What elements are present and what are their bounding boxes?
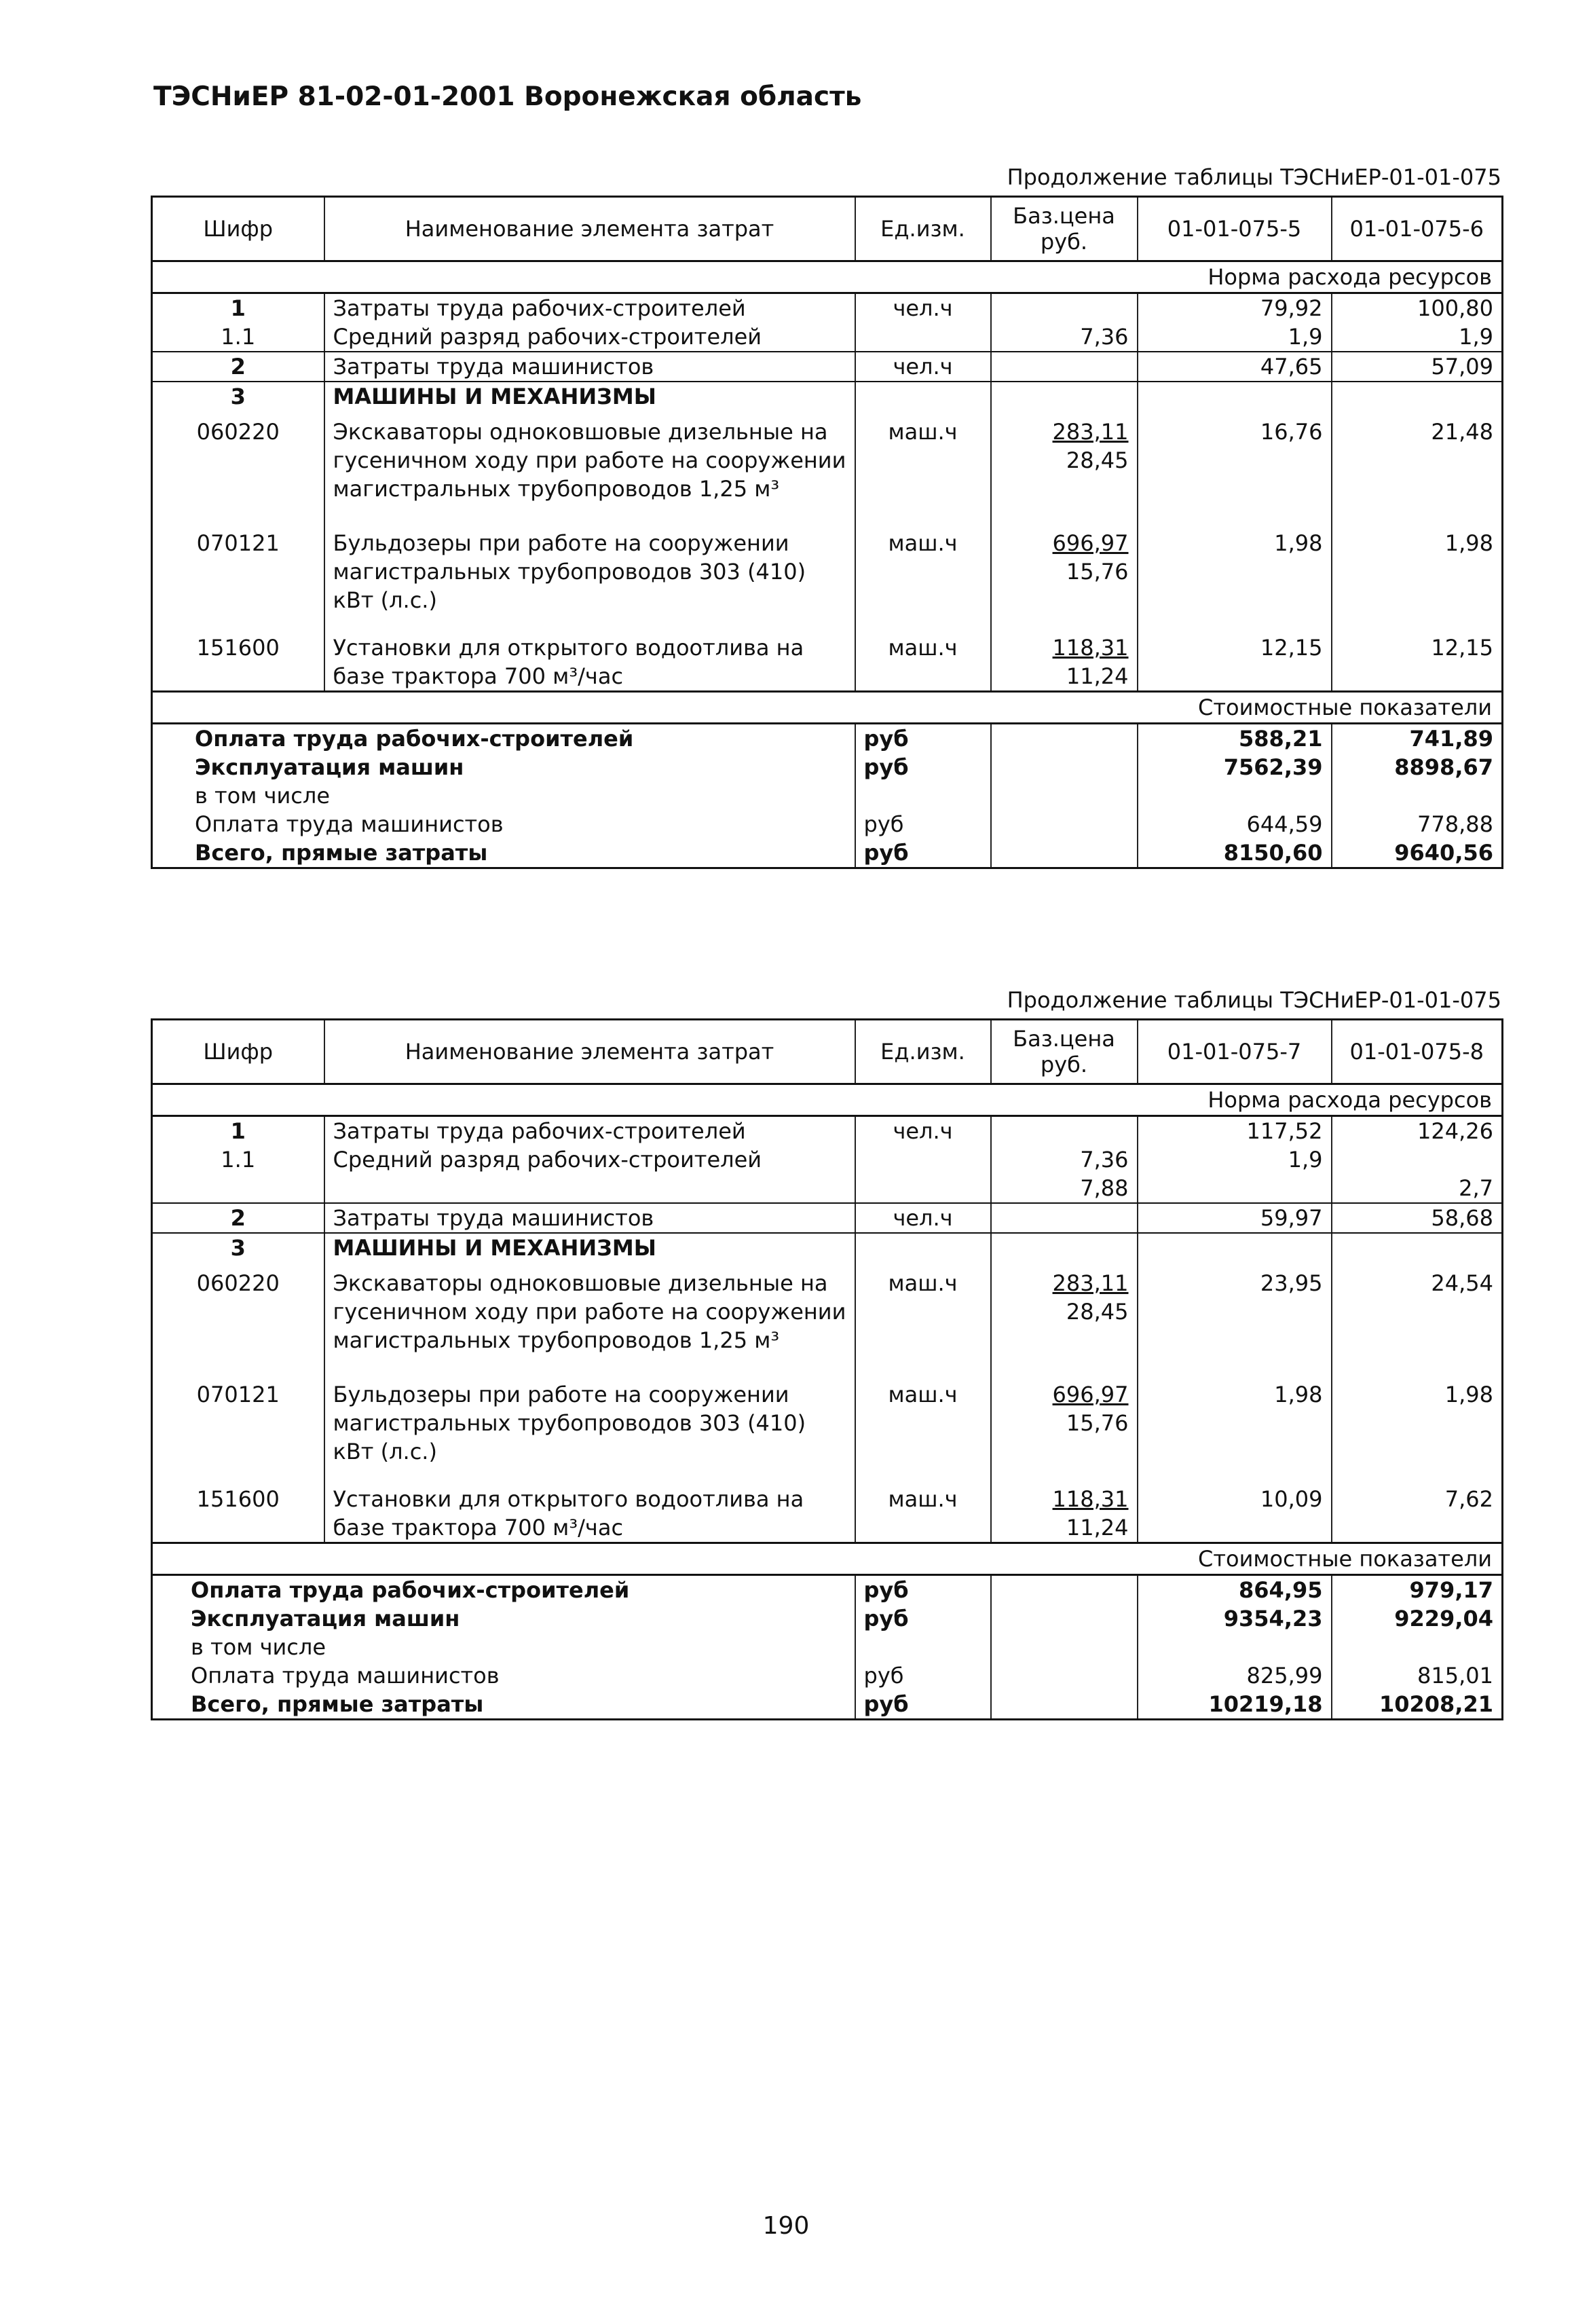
total-row	[152, 838, 1503, 868]
row-name: Экскаваторы одноковшовые дизельные на гусеничном ходу при работе на сооружении магистральных трубопроводов 1,25 м³	[324, 411, 855, 522]
table-row	[152, 1203, 1503, 1233]
row-price: 696,97 15,76	[991, 522, 1138, 633]
total-value-1: 10219,18	[1138, 1690, 1332, 1720]
row-unit: маш.ч	[855, 633, 991, 692]
total-unit: руб	[855, 838, 991, 868]
table-row	[152, 1233, 1503, 1262]
row-price: 7,36 7,88	[991, 1145, 1138, 1203]
total-name: Эксплуатация машин	[191, 1606, 460, 1631]
row-code: 060220	[196, 1270, 280, 1296]
table-row	[152, 293, 1503, 323]
total-name: Оплата труда машинистов	[195, 811, 504, 837]
total-row	[152, 1633, 1503, 1661]
header-price: Баз.цена руб.	[991, 1020, 1138, 1084]
total-name: Оплата труда рабочих-строителей	[152, 724, 855, 754]
row-code: 3	[230, 384, 246, 409]
total-value-2: 778,88	[1332, 810, 1503, 838]
row-value-1: 1,9	[1138, 1145, 1332, 1203]
row-value-2: 57,09	[1332, 352, 1503, 382]
row-value-1: 23,95	[1138, 1262, 1332, 1373]
total-name: Эксплуатация машин	[195, 754, 464, 780]
row-value-1: 1,9	[1138, 322, 1332, 352]
total-value-1: 825,99	[1138, 1661, 1332, 1690]
row-value-2: 7,62	[1332, 1485, 1503, 1543]
row-value-2: 2,7	[1332, 1145, 1503, 1203]
total-row	[152, 1661, 1503, 1690]
row-unit: чел.ч	[855, 1203, 991, 1233]
row-value-1: 12,15	[1138, 633, 1332, 692]
row-unit: маш.ч	[855, 1485, 991, 1543]
section-row	[152, 1543, 1503, 1575]
row-value-2: 124,26	[1332, 1116, 1503, 1146]
total-value-1: 7562,39	[1138, 753, 1332, 781]
row-value-2: 1,98	[1332, 1373, 1503, 1485]
row-value-2: 1,9	[1332, 322, 1503, 352]
row-name: Установки для открытого водоотлива на базе трактора 700 м³/час	[324, 633, 855, 692]
total-name: Всего, прямые затраты	[191, 1691, 484, 1717]
total-value-1: 8150,60	[1138, 838, 1332, 868]
table-row	[152, 1485, 1503, 1543]
row-value-1: 1,98	[1138, 1373, 1332, 1485]
row-unit	[855, 322, 991, 352]
table-header-row	[152, 197, 1503, 261]
table-row	[152, 1145, 1503, 1203]
row-value-1: 1,98	[1138, 522, 1332, 633]
row-code: 070121	[196, 530, 280, 556]
total-value-2: 979,17	[1332, 1575, 1503, 1605]
row-code: 060220	[196, 419, 280, 445]
row-unit: маш.ч	[855, 1262, 991, 1373]
table-row	[152, 352, 1503, 382]
row-value-1: 117,52	[1138, 1116, 1332, 1146]
total-unit: руб	[855, 1604, 991, 1633]
row-value-2: 58,68	[1332, 1203, 1503, 1233]
total-name: в том числе	[191, 1634, 326, 1660]
row-name: Средний разряд рабочих-строителей	[324, 1145, 855, 1203]
row-price: 283,11 28,45	[991, 1262, 1138, 1373]
row-code: 2	[152, 1203, 324, 1233]
total-name: Всего, прямые затраты	[195, 840, 488, 866]
cost-label: Стоимостные показатели	[152, 692, 1503, 724]
table-caption: Продолжение таблицы ТЭСНиЕР-01-01-075	[1007, 987, 1501, 1013]
row-price: 118,31 11,24	[991, 633, 1138, 692]
row-code: 1.1	[152, 1145, 324, 1203]
header-col1: 01-01-075-5	[1138, 197, 1332, 261]
cost-label: Стоимостные показатели	[152, 1543, 1503, 1575]
total-name: в том числе	[195, 783, 330, 809]
header-name: Наименование элемента затрат	[324, 1020, 855, 1084]
row-name: МАШИНЫ И МЕХАНИЗМЫ	[324, 1233, 855, 1262]
row-name: Бульдозеры при работе на сооружении магистральных трубопроводов 303 (410) кВт (л.с.)	[324, 522, 855, 633]
total-unit: руб	[855, 1661, 991, 1690]
table-row	[152, 322, 1503, 352]
row-value-1: 16,76	[1138, 411, 1332, 522]
total-value-1: 9354,23	[1138, 1604, 1332, 1633]
norm-label: Норма расхода ресурсов	[1208, 264, 1492, 290]
header-col2: 01-01-075-8	[1332, 1020, 1503, 1084]
row-name: Установки для открытого водоотлива на базе трактора 700 м³/час	[324, 1485, 855, 1543]
row-price: 283,11 28,45	[991, 411, 1138, 522]
row-value-1: 47,65	[1138, 352, 1332, 382]
total-unit: руб	[855, 1575, 991, 1605]
table-caption: Продолжение таблицы ТЭСНиЕР-01-01-075	[1007, 164, 1501, 190]
row-price	[991, 1116, 1138, 1146]
row-name: Экскаваторы одноковшовые дизельные на гусеничном ходу при работе на сооружении магистральных трубопроводов 1,25 м³	[324, 1262, 855, 1373]
total-unit: руб	[855, 1690, 991, 1720]
table-row	[152, 1116, 1503, 1146]
row-value-1: 79,92	[1138, 293, 1332, 323]
norms-table	[151, 1018, 1503, 1720]
row-name: Бульдозеры при работе на сооружении магистральных трубопроводов 303 (410) кВт (л.с.)	[324, 1373, 855, 1485]
row-name: Затраты труда рабочих-строителей	[324, 293, 855, 323]
row-unit: чел.ч	[855, 293, 991, 323]
total-row	[152, 1604, 1503, 1633]
total-unit: руб	[855, 753, 991, 781]
row-price: 7,36	[991, 322, 1138, 352]
total-row	[152, 810, 1503, 838]
row-code: 1.1	[152, 322, 324, 352]
row-code: 151600	[196, 1486, 280, 1512]
table-row	[152, 522, 1503, 633]
header-unit: Ед.изм.	[855, 1020, 991, 1084]
header-col1: 01-01-075-7	[1138, 1020, 1332, 1084]
document-header: ТЭСНиЕР 81-02-01-2001 Воронежская область	[153, 81, 862, 112]
header-code: Шифр	[152, 1020, 324, 1084]
section-row	[152, 692, 1503, 724]
header-price: Баз.цена руб.	[991, 197, 1138, 261]
header-unit: Ед.изм.	[855, 197, 991, 261]
total-row	[152, 781, 1503, 810]
total-value-2: 10208,21	[1332, 1690, 1503, 1720]
row-unit: чел.ч	[855, 1116, 991, 1146]
row-unit: маш.ч	[855, 1373, 991, 1485]
row-value-2: 100,80	[1332, 293, 1503, 323]
total-name: Оплата труда рабочих-строителей	[152, 1575, 855, 1605]
total-row	[152, 753, 1503, 781]
row-code: 070121	[196, 1382, 280, 1407]
total-value-2: 9229,04	[1332, 1604, 1503, 1633]
row-unit: маш.ч	[855, 522, 991, 633]
row-code: 3	[230, 1235, 246, 1261]
row-name: Затраты труда машинистов	[324, 352, 855, 382]
section-row	[152, 1084, 1503, 1116]
total-unit: руб	[855, 810, 991, 838]
table-row	[152, 1262, 1503, 1373]
table-row	[152, 411, 1503, 522]
row-name: МАШИНЫ И МЕХАНИЗМЫ	[324, 382, 855, 411]
table-header-row	[152, 1020, 1503, 1084]
header-name: Наименование элемента затрат	[324, 197, 855, 261]
total-value-1: 644,59	[1138, 810, 1332, 838]
row-price: 696,97 15,76	[991, 1373, 1138, 1485]
total-name: Оплата труда машинистов	[191, 1663, 500, 1689]
row-code: 1	[230, 295, 246, 321]
row-value-1: 10,09	[1138, 1485, 1332, 1543]
row-price: 118,31 11,24	[991, 1485, 1138, 1543]
row-unit: маш.ч	[855, 411, 991, 522]
total-row	[152, 1575, 1503, 1605]
row-price	[991, 352, 1138, 382]
total-row	[152, 1690, 1503, 1720]
row-name: Затраты труда рабочих-строителей	[324, 1116, 855, 1146]
header-col2: 01-01-075-6	[1332, 197, 1503, 261]
row-code: 1	[230, 1118, 246, 1144]
table-row	[152, 382, 1503, 411]
row-value-2: 24,54	[1332, 1262, 1503, 1373]
row-value-1: 59,97	[1138, 1203, 1332, 1233]
row-name: Затраты труда машинистов	[324, 1203, 855, 1233]
page-number: 190	[762, 2212, 810, 2240]
norm-label: Норма расхода ресурсов	[1208, 1087, 1492, 1113]
total-value-2: 8898,67	[1332, 753, 1503, 781]
row-name: Средний разряд рабочих-строителей	[324, 322, 855, 352]
row-value-2: 21,48	[1332, 411, 1503, 522]
row-unit: чел.ч	[855, 352, 991, 382]
row-value-2: 12,15	[1332, 633, 1503, 692]
row-value-2: 1,98	[1332, 522, 1503, 633]
total-value-2: 9640,56	[1332, 838, 1503, 868]
total-row	[152, 724, 1503, 754]
row-code: 2	[152, 352, 324, 382]
header-code: Шифр	[152, 197, 324, 261]
section-row	[152, 261, 1503, 293]
total-value-1: 864,95	[1138, 1575, 1332, 1605]
row-price	[991, 1203, 1138, 1233]
total-value-2: 741,89	[1332, 724, 1503, 754]
row-unit	[855, 1145, 991, 1203]
total-unit: руб	[855, 724, 991, 754]
table-row	[152, 1373, 1503, 1485]
total-value-2: 815,01	[1332, 1661, 1503, 1690]
norms-table	[151, 196, 1503, 869]
table-row	[152, 633, 1503, 692]
row-price	[991, 293, 1138, 323]
row-code: 151600	[196, 635, 280, 661]
total-value-1: 588,21	[1138, 724, 1332, 754]
